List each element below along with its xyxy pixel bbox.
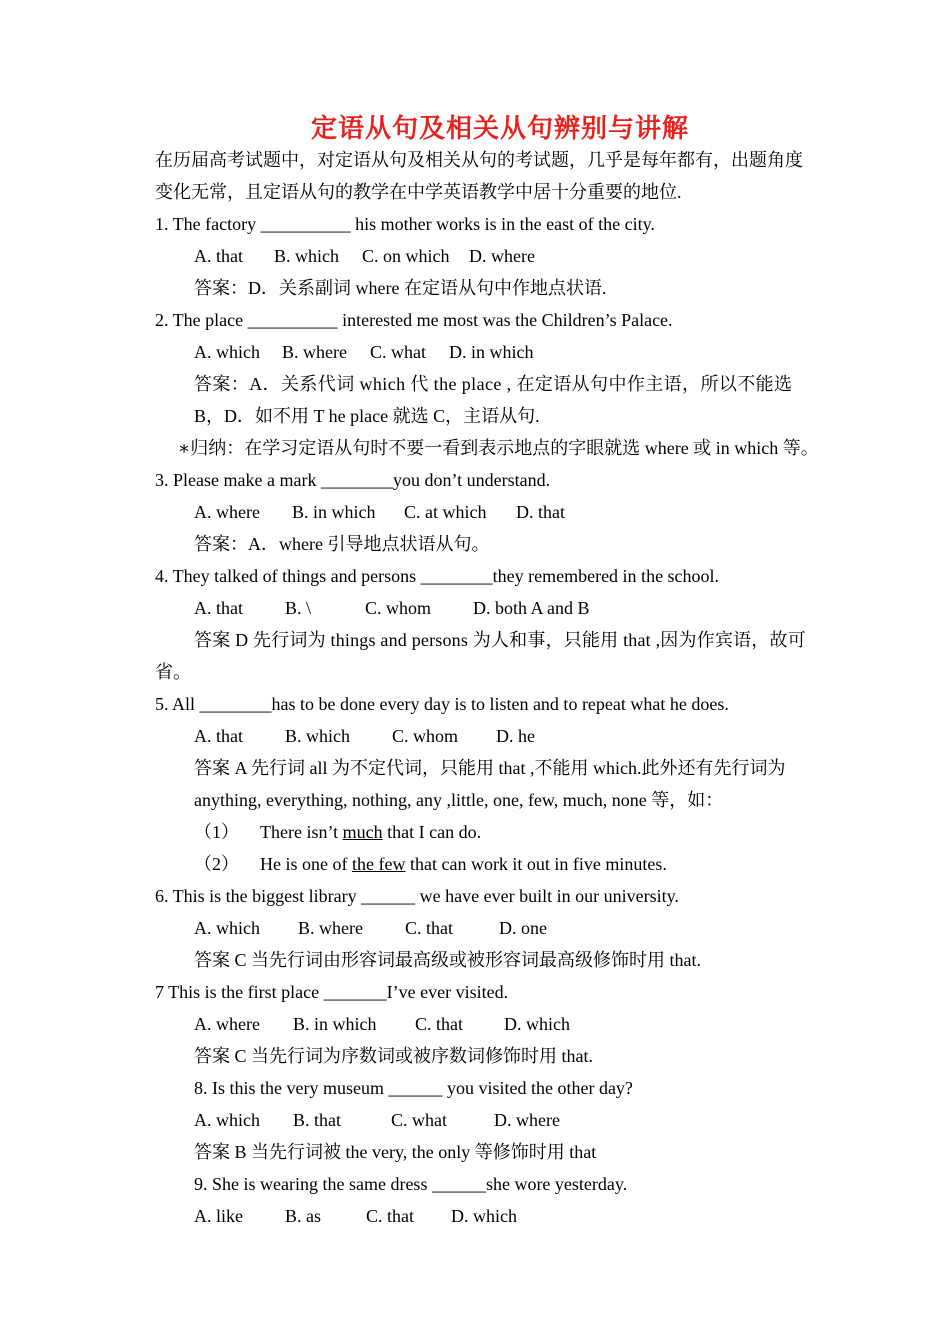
example-2: [194, 853, 667, 875]
question-1: 1. The factory __________ his mother works is in the east of the city.: [155, 214, 655, 234]
example-2-text: He is one of: [260, 854, 352, 874]
option-d: D. which: [504, 1014, 570, 1034]
option-c: C. at which: [404, 502, 487, 522]
question-6-options: [194, 917, 547, 939]
intro-line-1: 在历届高考试题中，对定语从句及相关从句的考试题，几乎是每年都有，出题角度: [155, 150, 803, 170]
question-7-options: [194, 1013, 570, 1035]
example-1-text-end: that I can do.: [382, 822, 482, 842]
option-b: B. \: [285, 598, 312, 618]
option-d: D. in which: [449, 342, 534, 362]
option-b: B. where: [298, 918, 363, 938]
question-3: 3. Please make a mark ________you don’t understand.: [155, 470, 551, 490]
option-b: B. which: [274, 246, 339, 266]
answer-2-line-2: B，D．如不用 T he place 就选 C，主语从句.: [194, 406, 540, 426]
question-3-options: [194, 501, 565, 523]
question-2-options: [194, 341, 534, 363]
question-9: 9. She is wearing the same dress ______she wore yesterday.: [194, 1174, 628, 1194]
option-c: C. that: [405, 918, 453, 938]
option-c: C. what: [370, 342, 426, 362]
option-c: C. what: [391, 1110, 447, 1130]
option-d: D. both A and B: [473, 598, 590, 618]
option-a: A. that: [194, 598, 243, 618]
option-c: C. that: [366, 1206, 414, 1226]
question-2: 2. The place __________ interested me most was the Children’s Palace.: [155, 310, 673, 330]
answer-4-line-1: 答案 D 先行词为 things and persons 为人和事，只能用 that ,因为作宾语，故可: [194, 630, 806, 650]
option-b: B. in which: [292, 502, 376, 522]
option-b: B. which: [285, 726, 350, 746]
example-2-underlined: the few: [351, 854, 406, 874]
example-1: [194, 821, 481, 843]
answer-4-line-2: 省。: [155, 662, 191, 682]
option-b: B. that: [293, 1110, 341, 1130]
option-a: A. where: [194, 1014, 260, 1034]
option-a: A. which: [194, 918, 260, 938]
question-8: 8. Is this the very museum ______ you visited the other day?: [194, 1078, 633, 1098]
answer-2-line-1: 答案：A．关系代词 which 代 the place , 在定语从句中作主语，所以不能选: [194, 374, 793, 394]
option-b: B. as: [285, 1206, 321, 1226]
question-6: 6. This is the biggest library ______ we have ever built in our university.: [155, 886, 679, 906]
option-d: D. he: [496, 726, 535, 746]
question-9-options: [194, 1205, 517, 1227]
option-a: A. that: [194, 726, 243, 746]
question-7: 7 This is the first place _______I’ve ever visited.: [155, 982, 509, 1002]
option-a: A. which: [194, 1110, 260, 1130]
option-d: D. which: [451, 1206, 517, 1226]
intro-line-2: 变化无常，且定语从句的教学在中学英语教学中居十分重要的地位.: [155, 182, 682, 202]
question-5-options: [194, 725, 535, 747]
option-b: B. where: [282, 342, 347, 362]
option-c: C. that: [415, 1014, 463, 1034]
document-title: 定语从句及相关从句辨别与讲解: [310, 114, 689, 144]
option-d: D. one: [499, 918, 547, 938]
option-c: C. on which: [362, 246, 450, 266]
option-a: A. which: [194, 342, 260, 362]
answer-1: 答案：D．关系副词 where 在定语从句中作地点状语.: [194, 278, 607, 298]
answer-6: 答案 C 当先行词由形容词最高级或被形容词最高级修饰时用 that.: [194, 950, 701, 970]
option-a: A. where: [194, 502, 260, 522]
answer-7: 答案 C 当先行词为序数词或被序数词修饰时用 that.: [194, 1046, 593, 1066]
question-1-options: [194, 245, 535, 267]
example-2-number: （2）: [194, 854, 239, 874]
example-1-underlined: much: [342, 822, 383, 842]
question-8-options: [194, 1109, 560, 1131]
option-d: D. that: [516, 502, 565, 522]
option-a: A. that: [194, 246, 243, 266]
option-d: D. where: [494, 1110, 560, 1130]
option-a: A. like: [194, 1206, 243, 1226]
option-c: C. whom: [392, 726, 459, 746]
answer-3: 答案：A．where 引导地点状语从句。: [194, 534, 490, 554]
answer-5-line-2: anything, everything, nothing, any ,little, one, few, much, none 等，如：: [194, 790, 724, 810]
answer-8: 答案 B 当先行词被 the very, the only 等修饰时用 that: [194, 1142, 597, 1162]
question-4: 4. They talked of things and persons ________they remembered in the school.: [155, 566, 720, 586]
question-5: 5. All ________has to be done every day is to listen and to repeat what he does.: [155, 694, 729, 714]
question-4-options: [194, 597, 590, 619]
example-2-text-end: that can work it out in five minutes.: [405, 854, 667, 874]
answer-5-line-1: 答案 A 先行词 all 为不定代词，只能用 that ,不能用 which.此外还有先行词为: [194, 758, 786, 778]
option-d: D. where: [469, 246, 535, 266]
example-1-text: There isn’t: [260, 822, 343, 842]
example-1-number: （1）: [194, 822, 239, 842]
summary-note: ∗归纳：在学习定语从句时不要一看到表示地点的字眼就选 where 或 in which 等。: [178, 438, 819, 458]
option-c: C. whom: [365, 598, 432, 618]
option-b: B. in which: [293, 1014, 377, 1034]
